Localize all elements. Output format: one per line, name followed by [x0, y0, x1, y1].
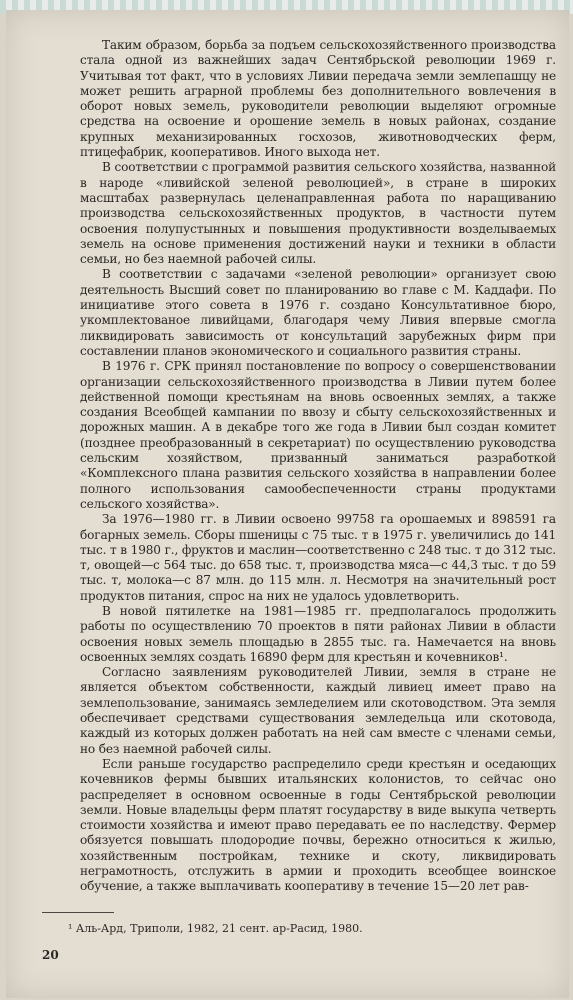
page-number: 20 — [42, 948, 59, 962]
book-page — [6, 10, 569, 998]
paragraph-6: В новой пятилетке на 1981—1985 гг. предполагалось продолжить работы по осуществлению 70 проектов в пяти районах Ливии в области освоения новых земель площадью в 2855 тыс. га. Намечается на вновь освоенных землях создать 16890 ферм для крестьян и кочевников¹. — [80, 603, 556, 664]
footnote: ¹ Аль-Ард, Триполи, 1982, 21 сент. ар-Расид, 1980. — [68, 922, 363, 935]
paragraph-8: Если раньше государство распределило среди крестьян и оседающих кочевников фермы бывших итальянских колонистов, то сейчас оно распределяет в основном освоенные в годы Сентябрьской революции земли. Новые владельцы ферм платят государству в виде выкупа четверть стоимости хозяйства и имеют право передавать ее по наследству. Фермер обязуется повышать плодородие почвы, бережно относиться к жилью, хозяйственным постройкам, технике и скоту, ликвидировать неграмотность, отслужить в армии и проходить всеобщее воинское обучение, а также выплачивать кооперативу в течение 15—20 лет рав- — [80, 756, 556, 894]
paragraph-2: В соответствии с программой развития сельского хозяйства, названной в народе «ливийской зеленой революцией», в стране в широких масштабах развернулась целенаправленная работа по наращиванию производства сельскохозяйственных продуктов, в частности путем освоения полупустынных и повышения продуктивности возделываемых земель на основе применения достижений науки и техники в области семьи, но без наемной рабочей силы. — [80, 160, 556, 267]
paragraph-1: Таким образом, борьба за подъем сельскохозяйственного производства стала одной из важнейших задач Сентябрьской революции 1969 г. Учитывая тот факт, что в условиях Ливии передача земли землепашцу не может решить аграрной проблемы без дополнительного вовлечения в оборот новых земель, руководители революции выделяют огромные средства на освоение и орошение земель в новых районах, создание крупных механизированных госхозов, животноводческих ферм, птицефабрик, кооперативов. Иного выхода нет. — [80, 38, 556, 160]
paragraph-3: В соответствии с задачами «зеленой революции» организует свою деятельность Высший совет по планированию во главе с М. Каддафи. По инициативе этого совета в 1976 г. создано Консультативное бюро, укомплектованое ливийцами, благодаря чему Ливия впервые смогла ликвидировать зависимость от консультаций зарубежных фирм при составлении планов экономического и социального развития страны. — [80, 267, 556, 358]
body-text — [80, 38, 556, 895]
paragraph-7: Согласно заявлениям руководителей Ливии, земля в стране не является объектом собственности, каждый ливиец имеет право на землепользование, занимаясь земледелием или скотоводством. Эта земля обеспечивает средствами существования земледельца или скотовода, каждый из которых должен работать на ней сам вместе с членами семьи, но без наемной рабочей силы. — [80, 665, 556, 756]
paragraph-4: В 1976 г. СРК принял постановление по вопросу о совершенствовании организации сельскохозяйственного производства в Ливии путем более действенной помощи крестьянам на вновь освоенных землях, а также создания Всеобщей кампании по ввозу и сбыту сельскохозяйственных и дорожных машин. А в декабре того же года в Ливии был создан комитет (позднее преобразованный в секретариат) по осуществлению руководства сельским хозяйством, призванный заниматься разработкой «Комплексного плана развития сельского хозяйства в направлении более полного использования самообеспеченности страны продуктами сельского хозяйства». — [80, 359, 556, 511]
paragraph-5: За 1976—1980 гг. в Ливии освоено 99758 га орошаемых и 898591 га богарных земель. Сборы пшеницы с 75 тыс. т в 1975 г. увеличились до 141 тыс. т в 1980 г., фруктов и маслин—соответственно с 248 тыс. т до 312 тыс. т, овощей—с 564 тыс. до 658 тыс. т, производства мяса—с 44,3 тыс. т до 59 тыс. т, молока—с 87 млн. до 115 млн. л. Несмотря на значительный рост продуктов питания, спрос на них не удалось удовлетворить. — [80, 512, 556, 603]
footnote-divider — [42, 912, 114, 913]
